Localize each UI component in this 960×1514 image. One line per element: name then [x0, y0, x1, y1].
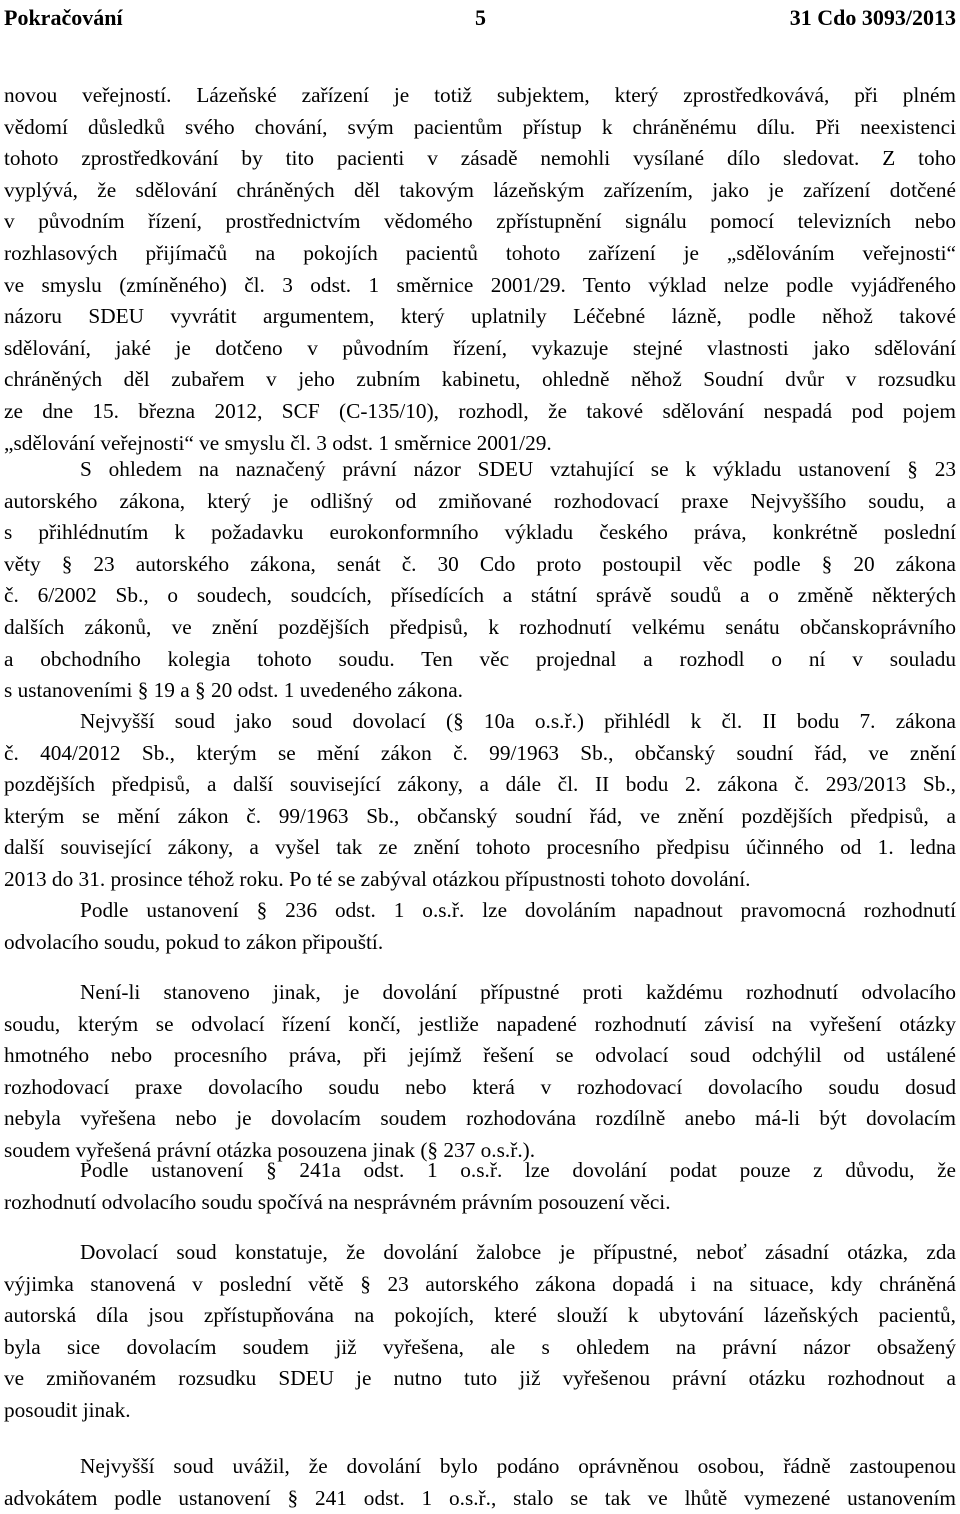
paragraph-7: [4, 1237, 956, 1427]
paragraph-line: vyplývá, že sdělování chráněných děl takovým lázeňským zařízením, jako je zařízení dotčené: [4, 177, 956, 202]
page-header: [4, 2, 956, 34]
paragraph-5: [4, 977, 956, 1167]
paragraph-line: soudu, kterým se odvolací řízení končí, jestliže napadené rozhodnutí závisí na vyřešení otázky: [4, 1011, 956, 1036]
paragraph-line: sdělování, jaké je dotčeno v původním řízení, vykazuje stejné vlastnosti jako sdělování: [4, 335, 956, 360]
paragraph-8: [4, 1451, 956, 1514]
paragraph-line: výjimka stanovená v poslední větě § 23 autorského zákona dopadá i na situace, kdy chráněná: [4, 1271, 956, 1296]
paragraph-line: soudem vyřešená právní otázka posouzena jinak (§ 237 o.s.ř.).: [4, 1137, 536, 1162]
paragraph-line: ve smyslu (zmíněného) čl. 3 odst. 1 směrnice 2001/29. Tento výklad nelze podle vyjádřeného: [4, 272, 956, 297]
paragraph-line: kterým se mění zákon č. 99/1963 Sb., občanský soudní řád, ve znění pozdějších předpisů, a: [4, 803, 956, 828]
paragraph-2: [4, 454, 956, 707]
paragraph-6: [4, 1155, 956, 1218]
paragraph-line: S ohledem na naznačený právní názor SDEU vztahující se k výkladu ustanovení § 23: [80, 457, 956, 481]
paragraph-line: autorská díla jsou zpřístupňována na pokojích, které slouží k ubytování lázeňských pacientů,: [4, 1303, 956, 1328]
paragraph-line: ze dne 15. března 2012, SCF (C-135/10), rozhodl, že takové sdělování nespadá pod pojem: [4, 398, 956, 423]
paragraph-line: další související zákony, a vyšel tak ze znění tohoto procesního předpisu účinného od 1. ledna: [4, 835, 956, 860]
paragraph-line: dalších zákonů, ve znění pozdějších předpisů, k rozhodnutí velkému senátu občanskoprávního: [4, 614, 956, 639]
paragraph-line: č. 6/2002 Sb., o soudech, soudcích, přísedících a státní správě soudů a o změně některých: [4, 583, 956, 608]
paragraph-line: Není-li stanoveno jinak, je dovolání přípustné proti každému rozhodnutí odvolacího: [80, 980, 956, 1004]
paragraph-line: s přihlédnutím k požadavku eurokonformního výkladu českého práva, konkrétně poslední: [4, 520, 956, 545]
paragraph-line: vědomí důsledků svého chování, svým pacientům přístup k chráněnému dílu. Při neexistenci: [4, 114, 956, 139]
paragraph-line: 2013 do 31. prosince téhož roku. Po té se zabýval otázkou přípustnosti tohoto dovolání.: [4, 866, 751, 891]
paragraph-line: novou veřejností. Lázeňské zařízení je totiž subjektem, který zprostředkovává, při plném: [4, 83, 956, 107]
paragraph-3: [4, 706, 956, 896]
paragraph-line: názoru SDEU vyvrátit argumentem, který uplatnily Léčebné lázně, podle něhož takové: [4, 304, 956, 329]
header-continuation-label: Pokračování: [4, 5, 123, 30]
paragraph-line: Nejvyšší soud uvážil, že dovolání bylo podáno oprávněnou osobou, řádně zastoupenou: [80, 1454, 956, 1478]
paragraph-line: č. 404/2012 Sb., kterým se mění zákon č. 99/1963 Sb., občanský soudní řád, ve znění: [4, 740, 956, 765]
paragraph-line: Podle ustanovení § 236 odst. 1 o.s.ř. lze dovoláním napadnout pravomocná rozhodnutí: [80, 898, 956, 922]
paragraph-line: Dovolací soud konstatuje, že dovolání žalobce je přípustné, neboť zásadní otázka, zda: [80, 1240, 956, 1264]
paragraph-line: byla sice dovolacím soudem již vyřešena, ale s ohledem na právní názor obsažený: [4, 1334, 956, 1359]
paragraph-line: pozdějších předpisů, a další související zákony, a dále čl. II bodu 2. zákona č. 293/2013 Sb.,: [4, 772, 956, 797]
paragraph-line: v původním řízení, prostřednictvím vědomého zpřístupnění signálu pomocí televizních nebo: [4, 209, 956, 234]
paragraph-line: chráněných děl zubařem v jeho zubním kabinetu, ohledně něhož Soudní dvůr v rozsudku: [4, 367, 956, 392]
paragraph-4: [4, 895, 956, 958]
paragraph-line: ve zmiňovaném rozsudku SDEU je nutno tuto již vyřešenou právní otázku rozhodnout a: [4, 1366, 956, 1391]
case-number: 31 Cdo 3093/2013: [789, 5, 956, 30]
paragraph-line: a obchodního kolegia tohoto soudu. Ten věc projednal a rozhodl o ní v souladu: [4, 646, 956, 671]
paragraph-line: tohoto zprostředkování by tito pacienti v zásadě nemohli vysílané dílo sledovat. Z toho: [4, 146, 956, 171]
page-number: 5: [475, 5, 486, 30]
paragraph-line: rozhlasových přijímačů na pokojích pacientů tohoto zařízení je „sdělováním veřejnosti“: [4, 240, 956, 265]
paragraph-line: autorského zákona, který je odlišný od zmiňované rozhodovací praxe Nejvyššího soudu, a: [4, 488, 956, 513]
paragraph-line: s ustanoveními § 19 a § 20 odst. 1 uvedeného zákona.: [4, 678, 463, 703]
paragraph-line: věty § 23 autorského zákona, senát č. 30 Cdo proto postoupil věc podle § 20 zákona: [4, 551, 956, 576]
paragraph-line: nebyla vyřešena nebo je dovolacím soudem rozhodována rozdílně anebo má-li být dovolacím: [4, 1106, 956, 1131]
paragraph-line: advokátem podle ustanovení § 241 odst. 1 o.s.ř., stalo se tak ve lhůtě vymezené ustanovením: [4, 1485, 956, 1510]
paragraph-line: Podle ustanovení § 241a odst. 1 o.s.ř. lze dovolání podat pouze z důvodu, že: [80, 1158, 956, 1182]
paragraph-line: Nejvyšší soud jako soud dovolací (§ 10a o.s.ř.) přihlédl k čl. II bodu 7. zákona: [80, 709, 956, 733]
paragraph-line: odvolacího soudu, pokud to zákon připouští.: [4, 929, 384, 954]
paragraph-1: [4, 80, 956, 459]
paragraph-line: rozhodovací praxe dovolacího soudu nebo která v rozhodovací dovolacího soudu dosud: [4, 1074, 956, 1099]
paragraph-line: rozhodnutí odvolacího soudu spočívá na nesprávném právním posouzení věci.: [4, 1189, 671, 1214]
paragraph-line: hmotného nebo procesního práva, při jejímž řešení se odvolací soud odchýlil od ustálené: [4, 1043, 956, 1068]
paragraph-line: posoudit jinak.: [4, 1397, 131, 1422]
paragraph-line: „sdělování veřejnosti“ ve smyslu čl. 3 odst. 1 směrnice 2001/29.: [4, 430, 552, 455]
